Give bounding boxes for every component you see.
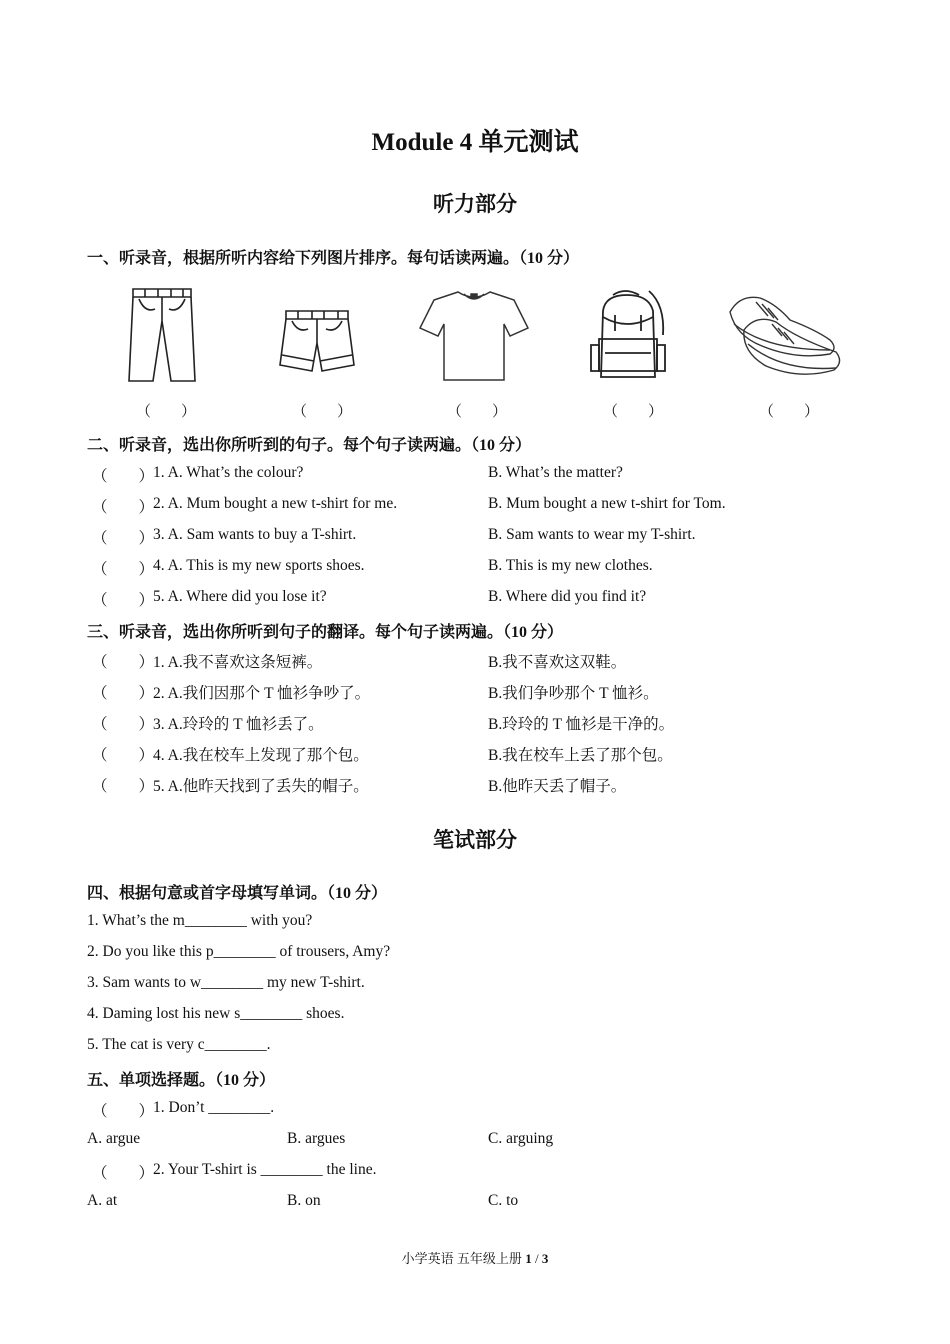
option-b: B. Sam wants to wear my T-shirt. [488,526,696,543]
option-a: 1. A.我不喜欢这条短裤。 [153,654,323,671]
answer-blank[interactable]: （ ） [92,1103,155,1120]
option-a: 2. A.我们因那个 T 恤衫争吵了。 [153,685,371,702]
option-a: 1. A. What’s the colour? [153,464,304,481]
fill-blank-item[interactable]: 5. The cat is very c________. [87,1036,271,1053]
footer-text: 小学英语 五年级上册 [401,1251,522,1266]
option-b: B.我不喜欢这双鞋。 [488,654,627,671]
option-b: B.我在校车上丢了那个包。 [488,747,673,764]
answer-blank[interactable]: （ ） [92,530,155,547]
section1-heading: 一、听录音，根据所听内容给下列图片排序。每句话读两遍。（10 分） [87,250,580,267]
option-a: 3. A.玲玲的 T 恤衫丢了。 [153,716,324,733]
answer-blank[interactable]: （ ） [92,499,155,516]
picture-answer-blank[interactable]: （ ） [447,404,508,420]
answer-blank[interactable]: （ ） [92,468,155,485]
choice-b[interactable]: B. on [287,1192,321,1209]
option-b: B.我们争吵那个 T 恤衫。 [488,685,659,702]
question-stem: 2. Your T-shirt is ________ the line. [153,1161,377,1178]
answer-blank[interactable]: （ ） [92,747,155,764]
answer-blank[interactable]: （ ） [92,778,155,795]
page-separator: / [531,1251,542,1266]
section5-heading: 五、单项选择题。（10 分） [87,1072,276,1089]
option-b: B. Mum bought a new t-shirt for Tom. [488,495,726,512]
answer-blank[interactable]: （ ） [92,1165,155,1182]
fill-blank-item[interactable]: 3. Sam wants to w________ my new T-shirt. [87,974,365,991]
choice-c[interactable]: C. to [488,1192,519,1209]
section3-heading: 三、听录音，选出你所听到句子的翻译。每个句子读两遍。（10 分） [87,624,564,641]
option-b: B. This is my new clothes. [488,557,653,574]
section4-heading: 四、根据句意或首字母填写单词。（10 分） [87,885,388,902]
option-a: 5. A.他昨天找到了丢失的帽子。 [153,778,369,795]
picture-answer-blank[interactable]: （ ） [136,404,197,420]
choice-c[interactable]: C. arguing [488,1130,554,1147]
option-a: 5. A. Where did you lose it? [153,588,327,605]
option-a: 3. A. Sam wants to buy a T-shirt. [153,526,357,543]
writing-heading: 笔试部分 [433,828,517,852]
answer-blank[interactable]: （ ） [92,654,155,671]
choice-a[interactable]: A. argue [87,1130,141,1147]
shoes-icon [726,290,844,387]
fill-blank-item[interactable]: 4. Daming lost his new s________ shoes. [87,1005,345,1022]
answer-blank[interactable]: （ ） [92,685,155,702]
option-b: B. What’s the matter? [488,464,623,481]
listening-heading: 听力部分 [433,192,517,216]
answer-blank[interactable]: （ ） [92,716,155,733]
page-number: 1 [525,1251,532,1266]
fill-blank-item[interactable]: 1. What’s the m________ with you? [87,912,313,929]
page-footer [0,1248,950,1267]
answer-blank[interactable]: （ ） [92,592,155,609]
page-title: Module 4 单元测试 [371,129,579,156]
option-b: B. Where did you find it? [488,588,647,605]
option-a: 2. A. Mum bought a new t-shirt for me. [153,495,398,512]
option-b: B.他昨天丢了帽子。 [488,778,627,795]
picture-answer-blank[interactable]: （ ） [759,404,820,420]
trousers-icon [125,285,200,392]
section2-heading: 二、听录音，选出你所听到的句子。每个句子读两遍。（10 分） [87,437,532,454]
option-b: B.玲玲的 T 恤衫是干净的。 [488,716,675,733]
tshirt-icon [418,288,530,388]
fill-blank-item[interactable]: 2. Do you like this p________ of trousers, Amy? [87,943,391,960]
question-stem: 1. Don’t ________. [153,1099,275,1116]
choice-b[interactable]: B. argues [287,1130,346,1147]
page-total: 3 [541,1251,549,1266]
choice-a[interactable]: A. at [87,1192,118,1209]
picture-answer-blank[interactable]: （ ） [603,404,664,420]
shorts-icon [276,305,358,382]
answer-blank[interactable]: （ ） [92,561,155,578]
option-a: 4. A. This is my new sports shoes. [153,557,365,574]
backpack-icon [585,287,670,390]
picture-answer-blank[interactable]: （ ） [292,404,353,420]
option-a: 4. A.我在校车上发现了那个包。 [153,747,369,764]
